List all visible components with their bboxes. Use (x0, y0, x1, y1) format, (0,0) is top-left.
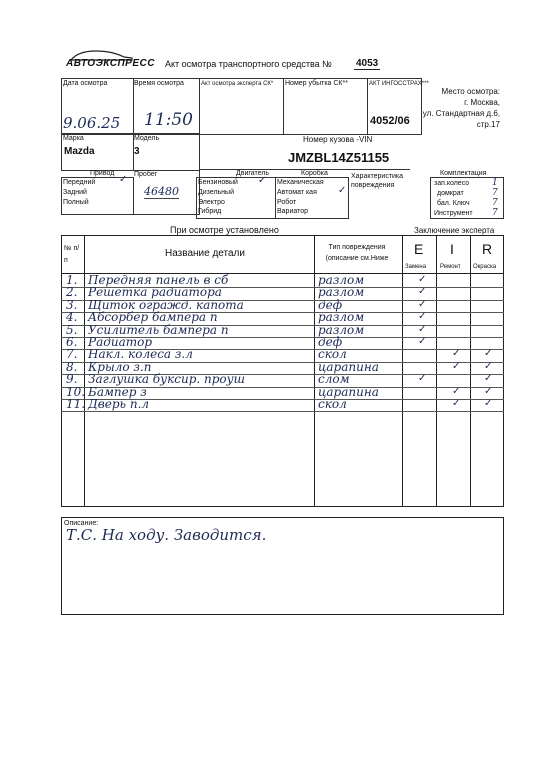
row-damage-type: слом (318, 372, 350, 387)
row-damage-type: деф (318, 297, 343, 312)
place-label: Место осмотра: (441, 87, 500, 96)
act-number: 4053 (356, 58, 379, 69)
mileage-value: 46480 (144, 185, 179, 198)
col-r-header: R (482, 241, 493, 257)
gearbox-option: Вариатор (277, 208, 309, 215)
drive-option: Полный (63, 199, 89, 206)
row-mark-r: ✓ (484, 385, 493, 397)
time-value: 11:50 (144, 110, 193, 130)
engine-option: Гибрид (198, 208, 222, 215)
row-part: Крыло з.п (88, 359, 152, 374)
description-value: Т.С. На ходу. Заводится. (66, 526, 267, 544)
logo-text: АВТОЭКСПРЕСС (66, 58, 155, 69)
col-type-header: Тип повреждения (описание см.Ниже (325, 244, 389, 262)
row-damage-type: скол (318, 397, 347, 411)
row-damage-type: деф (318, 335, 343, 349)
row-number: 1. (66, 273, 78, 287)
engine-option: Дизельный (198, 189, 234, 196)
row-mark-e: ✓ (418, 286, 427, 298)
gearbox-option: Механическая (277, 179, 324, 186)
row-number: 9. (66, 372, 78, 387)
kit-item: бал. Ключ (437, 200, 470, 207)
row-number: 8. (66, 359, 78, 374)
col-num-header: № п/п (64, 245, 80, 264)
col-part-header: Название детали (165, 248, 245, 259)
row-part: Бампер з (88, 384, 147, 399)
date-label: Дата осмотра (63, 80, 108, 87)
gearbox-option: Робот (277, 199, 297, 206)
row-mark-r: ✓ (484, 398, 493, 409)
row-mark-i: ✓ (452, 360, 461, 372)
make-value: Mazda (64, 146, 95, 157)
kit-label: Комплектация (440, 170, 487, 177)
loss-number-label: Номер убытка СК** (285, 80, 348, 87)
place-block (418, 86, 500, 130)
row-number: 6. (66, 335, 78, 349)
row-mark-i: ✓ (452, 348, 461, 360)
row-part: Радиатор (88, 335, 153, 349)
mileage-label: Пробег (134, 171, 158, 178)
col-e-sub: Замена (405, 264, 427, 270)
drive-option: Задний (63, 189, 87, 196)
row-part: Накл. колеса з.л (88, 347, 193, 362)
make-label: Марка (63, 135, 84, 142)
vin-value: JMZBL14Z51155 (288, 150, 390, 165)
conclusion-header: Заключение эксперта (414, 226, 495, 235)
row-part: Усилитель бампера п (88, 322, 229, 337)
row-part: Дверь п.л (88, 397, 150, 411)
row-mark-e: ✓ (418, 298, 427, 310)
row-damage-type: царапина (318, 384, 379, 399)
col-r-sub: Окраска (473, 264, 497, 270)
place-line: г. Москва, (464, 98, 500, 107)
row-mark-i: ✓ (452, 385, 461, 397)
engine-label: Двигатель (236, 170, 270, 177)
place-line: стр.17 (476, 120, 500, 129)
row-line (61, 411, 504, 412)
kit-mark: 7 (492, 198, 498, 208)
row-damage-type: царапина (318, 359, 379, 374)
kit-item: домкрат (437, 190, 464, 197)
row-number: 3. (66, 297, 78, 312)
ingos-value: 4052/06 (370, 115, 410, 127)
row-number: 5. (66, 322, 78, 337)
date-value: 9.06.25 (63, 114, 121, 132)
engine-option: Электро (198, 199, 225, 206)
gearbox-option: Автомат кая (277, 189, 317, 196)
row-part: Решетка радиатора (88, 285, 222, 300)
kit-mark: 7 (492, 208, 498, 218)
row-mark-e: ✓ (418, 323, 427, 335)
row-damage-type: разлом (318, 322, 365, 337)
ingos-label: АКТ ИНГОССТРАХ*** (369, 81, 429, 87)
row-number: 7. (66, 347, 78, 362)
row-mark-i: ✓ (452, 398, 461, 409)
damage-char-label: Характеристика повреждения (351, 173, 404, 189)
place-line: ул. Стандартная д.6, (422, 109, 500, 118)
row-mark-e: ✓ (418, 373, 427, 385)
row-mark-r: ✓ (484, 373, 493, 385)
model-value: 3 (134, 146, 140, 157)
row-mark-r: ✓ (484, 360, 493, 372)
drive-label: Привод (90, 170, 115, 177)
check-mark-icon: ✓ (258, 175, 267, 186)
row-part: Передняя панель в сб (88, 273, 229, 287)
time-label: Время осмотра (134, 80, 184, 87)
row-mark-e: ✓ (418, 336, 427, 347)
kit-item: Инструмент (434, 210, 473, 217)
row-number: 10. (66, 384, 86, 399)
engine-option: Бензиновый (198, 179, 238, 186)
model-label: Модель (134, 135, 160, 142)
kit-mark: 7 (492, 188, 498, 198)
row-mark-r: ✓ (484, 348, 493, 360)
logo (66, 48, 155, 70)
drive-option: Передний (63, 179, 96, 186)
check-mark-icon: ✓ (338, 185, 347, 196)
row-damage-type: разлом (318, 273, 365, 287)
kit-item: зап.колесо (434, 180, 470, 187)
col-i-header: I (450, 241, 454, 257)
kit-mark: 1 (492, 178, 498, 188)
expert-act-label: Акт осмотра эксперта СК* (201, 81, 274, 87)
row-damage-type: разлом (318, 285, 365, 300)
vin-label: Номер кузова -VIN (303, 135, 373, 144)
row-mark-e: ✓ (418, 311, 427, 323)
gearbox-label: Коробка (301, 170, 328, 177)
row-damage-type: скол (318, 347, 347, 362)
description-label: Описание: (64, 520, 99, 527)
col-e-header: E (414, 241, 424, 257)
row-number: 2. (66, 285, 78, 300)
row-damage-type: разлом (318, 310, 365, 325)
act-title: Акт осмотра транспортного средства № (165, 59, 332, 69)
row-number: 11. (66, 397, 86, 411)
check-mark-icon: ✓ (119, 174, 128, 185)
row-part: Щиток огражд. капота (88, 297, 244, 312)
row-part: Абсорбер бампера п (88, 310, 218, 325)
row-number: 4. (66, 310, 78, 325)
col-i-sub: Ремонт (440, 264, 461, 270)
row-mark-e: ✓ (418, 274, 427, 285)
row-part: Заглушка буксир. проуш (88, 372, 245, 387)
inspection-header: При осмотре установлено (170, 225, 279, 235)
